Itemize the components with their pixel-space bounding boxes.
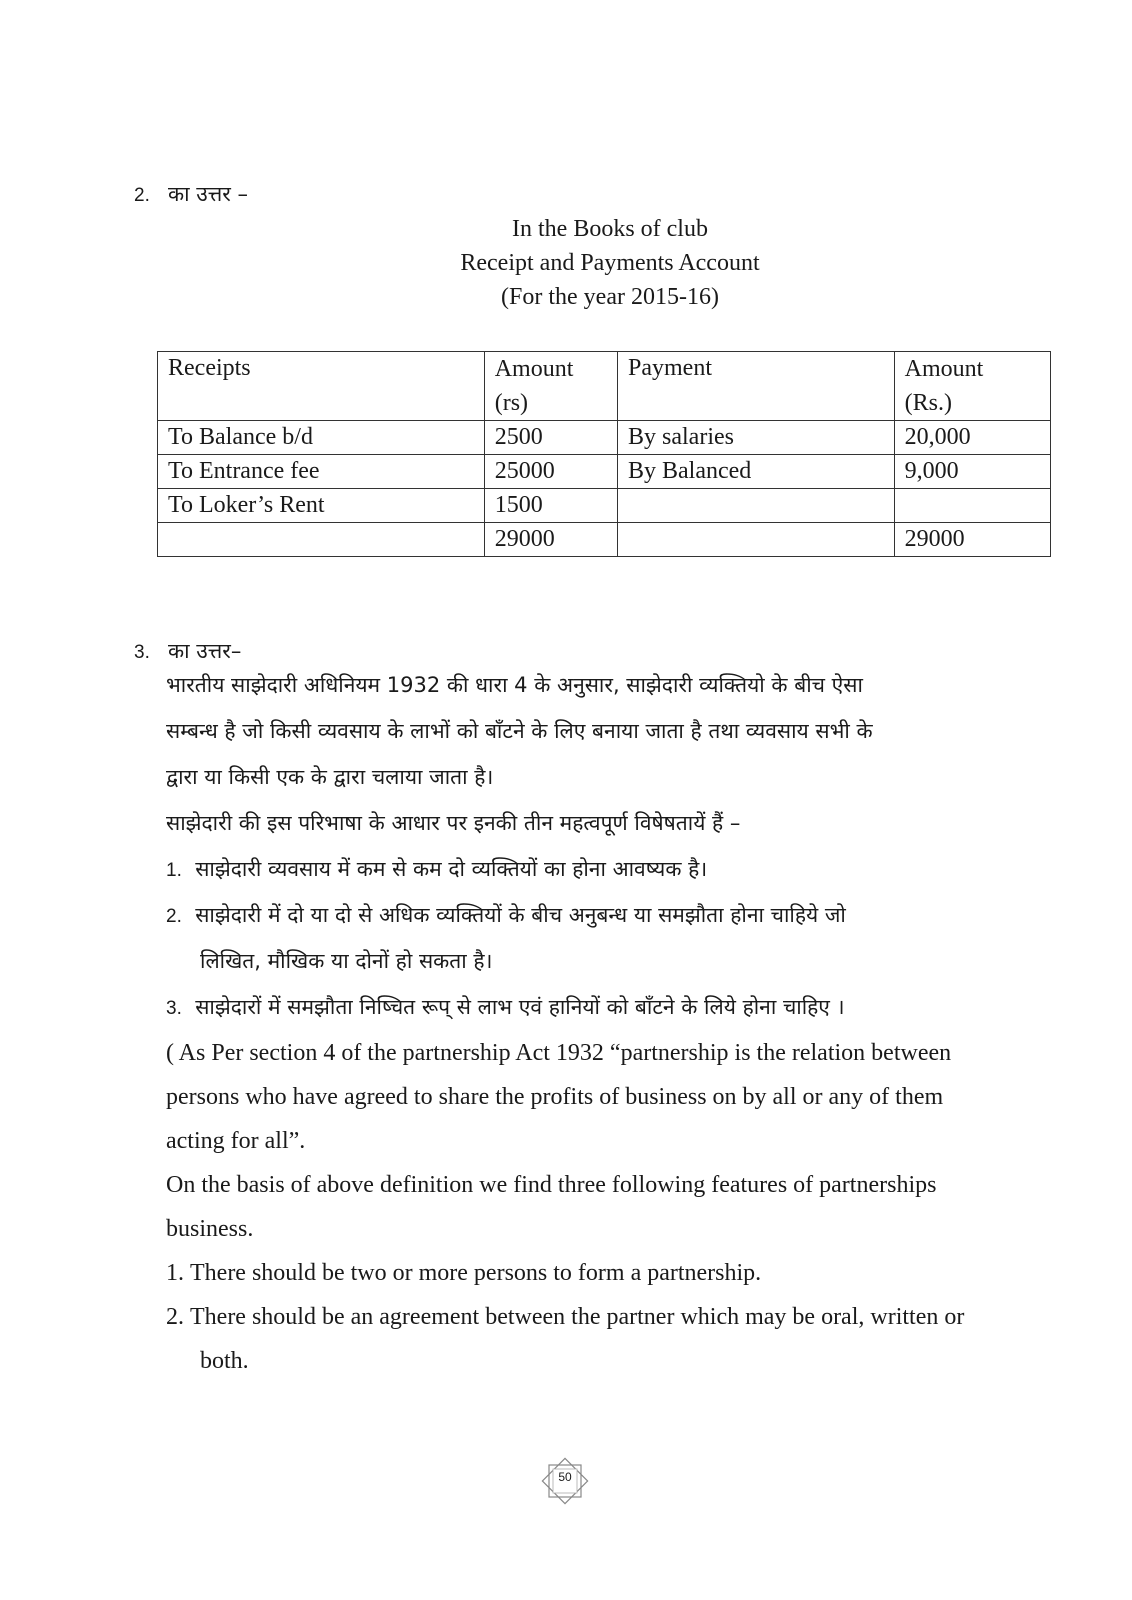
- header-amount-label: Amount: [904, 356, 984, 382]
- point-text: साझेदारी व्यवसाय में कम से कम दो व्यक्तियों का होना आवष्यक है।: [195, 857, 708, 881]
- header-amount-label: Amount: [494, 356, 574, 382]
- receipt-amount-cell: 2500: [484, 421, 617, 455]
- question-number: 2.: [134, 185, 150, 206]
- question-3-heading: [134, 637, 241, 665]
- payment-cell: By Balanced: [618, 455, 895, 489]
- english-paragraph-line: acting for all”.: [166, 1128, 306, 1154]
- hindi-paragraph-line: भारतीय साझेदारी अधिनियम 1932 की धारा 4 के अनुसार, साझेदारी व्यक्तियो के बीच ऐसा: [166, 673, 863, 697]
- page-number-badge: [537, 1453, 593, 1509]
- books-title: In the Books of club: [512, 216, 708, 242]
- point-text: साझेदारों में समझौता निष्चित रूप् से लाभ एवं हानियों को बाँटने के लिये होना चाहिए ।: [195, 995, 845, 1019]
- receipt-cell: To Loker’s Rent: [158, 489, 485, 523]
- header-payment: Payment: [618, 352, 895, 421]
- hindi-paragraph-line: द्वारा या किसी एक के द्वारा चलाया जाता है।: [166, 765, 494, 789]
- page-number: 50: [558, 1470, 572, 1484]
- receipt-cell: To Balance b/d: [158, 421, 485, 455]
- total-label-cell: [618, 523, 895, 557]
- table-total-row: [158, 523, 1051, 557]
- header-receipts: Receipts: [158, 352, 485, 421]
- question-number: 3.: [134, 642, 150, 663]
- english-point: [166, 1304, 964, 1331]
- payment-amount-cell: 20,000: [894, 421, 1050, 455]
- hindi-point: [166, 854, 707, 886]
- english-paragraph-line: business.: [166, 1216, 254, 1242]
- total-payments-cell: 29000: [894, 523, 1050, 557]
- payment-amount-cell: 9,000: [894, 455, 1050, 489]
- english-point-continuation: both.: [200, 1348, 249, 1374]
- point-number: 3.: [166, 998, 182, 1019]
- table-row: [158, 421, 1051, 455]
- point-number: 2.: [166, 1304, 184, 1330]
- table-header-row: [158, 352, 1051, 421]
- point-text: There should be two or more persons to form a partnership.: [190, 1260, 762, 1286]
- total-receipts-cell: 29000: [484, 523, 617, 557]
- question-2-heading: [134, 180, 248, 208]
- header-amount-unit: (Rs.): [904, 390, 952, 416]
- hindi-point: [166, 992, 845, 1024]
- english-point: [166, 1260, 761, 1287]
- question-label: का उत्तर–: [168, 639, 242, 663]
- payment-cell: By salaries: [618, 421, 895, 455]
- header-amount-payments: [894, 352, 1050, 421]
- receipt-amount-cell: 25000: [484, 455, 617, 489]
- point-number: 1.: [166, 1260, 184, 1286]
- table-row: [158, 455, 1051, 489]
- point-text: साझेदारी में दो या दो से अधिक व्यक्तियों के बीच अनुबन्ध या समझौता होना चाहिये जो: [195, 903, 846, 927]
- payment-amount-cell: [894, 489, 1050, 523]
- english-paragraph-line: On the basis of above definition we find three following features of partnerships: [166, 1172, 937, 1198]
- point-text: There should be an agreement between the partner which may be oral, written or: [190, 1304, 965, 1330]
- total-label-cell: [158, 523, 485, 557]
- english-paragraph-line: ( As Per section 4 of the partnership Act 1932 “partnership is the relation between: [166, 1040, 952, 1066]
- english-paragraph-line: persons who have agreed to share the profits of business on by all or any of them: [166, 1084, 944, 1110]
- hindi-intro-line: साझेदारी की इस परिभाषा के आधार पर इनकी तीन महत्वपूर्ण विषेषतायें हैं –: [166, 811, 741, 835]
- receipts-payments-table: [157, 351, 1051, 557]
- account-title-block: [400, 212, 820, 314]
- hindi-point-continuation: लिखित, मौखिक या दोनों हो सकता है।: [200, 949, 493, 973]
- year-title: (For the year 2015-16): [501, 284, 719, 310]
- header-amount-receipts: [484, 352, 617, 421]
- question-label: का उत्तर –: [168, 182, 249, 206]
- hindi-paragraph-line: सम्बन्ध है जो किसी व्यवसाय के लाभों को बाँटने के लिए बनाया जाता है तथा व्यवसाय सभी के: [166, 719, 873, 743]
- receipt-cell: To Entrance fee: [158, 455, 485, 489]
- point-number: 1.: [166, 860, 182, 881]
- header-amount-unit: (rs): [494, 390, 529, 416]
- table-row: [158, 489, 1051, 523]
- hindi-point: [166, 900, 846, 932]
- receipt-amount-cell: 1500: [484, 489, 617, 523]
- point-number: 2.: [166, 906, 182, 927]
- account-title: Receipt and Payments Account: [460, 250, 760, 276]
- payment-cell: [618, 489, 895, 523]
